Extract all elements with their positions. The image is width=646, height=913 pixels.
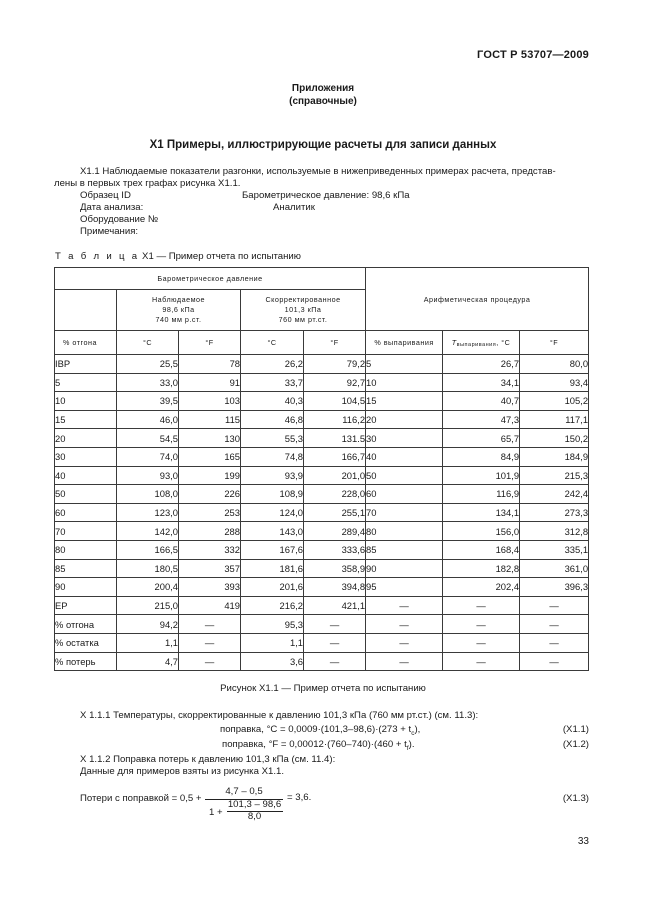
cell-corr-f: 255,1: [304, 503, 366, 522]
cell-arith-f: 93,4: [520, 373, 589, 392]
table-row: [55, 559, 589, 578]
cell-corr-c: 167,6: [241, 540, 304, 559]
cell-corr-f: 333,6: [304, 540, 366, 559]
cell-t-evap-c: 65,7: [443, 429, 520, 448]
cell-distilled: 10: [55, 392, 117, 411]
cell-corr-f: 394,8: [304, 578, 366, 597]
cell-arith-f: 312,8: [520, 522, 589, 541]
cell-t-evap-c: —: [443, 633, 520, 652]
equation-1: [220, 724, 420, 737]
table-row: [55, 633, 589, 652]
cell-corr-f: 166,7: [304, 447, 366, 466]
cell-t-evap-c: 156,0: [443, 522, 520, 541]
cell-distilled: 5: [55, 373, 117, 392]
col-header-evaporated: % выпаривания: [366, 331, 443, 355]
header-corrected: [241, 290, 366, 331]
cell-obs-f: 332: [179, 540, 241, 559]
cell-obs-c: 54,5: [117, 429, 179, 448]
table-row: [55, 410, 589, 429]
cell-obs-c: 200,4: [117, 578, 179, 597]
header-observed-mm: 740 мм р.ст.: [155, 315, 202, 324]
cell-obs-f: 199: [179, 466, 241, 485]
cell-arith-f: 117,1: [520, 410, 589, 429]
page-number: 33: [577, 836, 589, 847]
cell-arith-f: 242,4: [520, 485, 589, 504]
cell-corr-c: 3,6: [241, 652, 304, 671]
cell-distilled: 70: [55, 522, 117, 541]
cell-corr-c: 74,8: [241, 447, 304, 466]
cell-corr-f: 116,2: [304, 410, 366, 429]
cell-arith-f: 396,3: [520, 578, 589, 597]
cell-t-evap-c: 168,4: [443, 540, 520, 559]
cell-obs-f: 130: [179, 429, 241, 448]
table-row: [55, 373, 589, 392]
cell-corr-c: 95,3: [241, 615, 304, 634]
cell-corr-c: 55,3: [241, 429, 304, 448]
cell-corr-c: 40,3: [241, 392, 304, 411]
cell-evaporated: 85: [366, 540, 443, 559]
cell-obs-f: 91: [179, 373, 241, 392]
cell-corr-f: 289,4: [304, 522, 366, 541]
cell-distilled: % отгона: [55, 615, 117, 634]
cell-corr-c: 201,6: [241, 578, 304, 597]
fraction-one-plus: 1 +: [209, 807, 223, 818]
calc-paragraph-1: Х 1.1.1 Температуры, скорректированные к давлению 101,3 кПа (760 мм рт.ст.) (см. 11.3):: [80, 710, 479, 721]
cell-obs-f: 165: [179, 447, 241, 466]
cell-corr-c: 108,9: [241, 485, 304, 504]
header-corrected-kpa: 101,3 кПа: [284, 305, 322, 314]
cell-evaporated: 60: [366, 485, 443, 504]
cell-t-evap-c: 116,9: [443, 485, 520, 504]
cell-distilled: 15: [55, 410, 117, 429]
equation-2-text: поправка, °F = 0,00012·(760–740)·(460 + t: [222, 739, 407, 750]
cell-corr-f: 92,7: [304, 373, 366, 392]
table-row: [55, 485, 589, 504]
cell-distilled: 80: [55, 540, 117, 559]
cell-evaporated: —: [366, 596, 443, 615]
cell-corr-f: —: [304, 652, 366, 671]
t-subscript: выпаривания: [456, 341, 497, 348]
cell-obs-c: 123,0: [117, 503, 179, 522]
cell-evaporated: 95: [366, 578, 443, 597]
cell-evaporated: —: [366, 633, 443, 652]
equation-1-text: поправка, °С = 0,0009·(101,3–98,6)·(273 + t: [220, 724, 412, 735]
cell-corr-c: 216,2: [241, 596, 304, 615]
cell-obs-f: 115: [179, 410, 241, 429]
cell-corr-f: 131.5: [304, 429, 366, 448]
cell-t-evap-c: 101,9: [443, 466, 520, 485]
fraction-numerator: 4,7 – 0,5: [225, 786, 263, 797]
equation-2-end: ).: [408, 739, 415, 750]
equation-2-sub: f: [406, 744, 409, 752]
table-row: [55, 355, 589, 374]
equation-3-number: (Х1.3): [562, 793, 589, 804]
cell-corr-c: 1,1: [241, 633, 304, 652]
cell-evaporated: —: [366, 615, 443, 634]
loss-result: = 3,6.: [287, 792, 312, 803]
cell-corr-f: 228,0: [304, 485, 366, 504]
cell-corr-f: —: [304, 633, 366, 652]
cell-corr-c: 26,2: [241, 355, 304, 374]
cell-corr-c: 124,0: [241, 503, 304, 522]
sample-id-label: Образец ID: [80, 190, 131, 201]
cell-arith-f: 273,3: [520, 503, 589, 522]
header-barometric-pressure: Барометрическое давление: [55, 268, 366, 290]
cell-obs-c: 39,5: [117, 392, 179, 411]
table-row: [55, 540, 589, 559]
header-corrected-mm: 760 мм рт.ст.: [278, 315, 328, 324]
cell-obs-f: 357: [179, 559, 241, 578]
cell-obs-c: 142,0: [117, 522, 179, 541]
cell-evaporated: 20: [366, 410, 443, 429]
pressure-label: Барометрическое давление: 98,6 кПа: [242, 190, 410, 201]
cell-arith-f: 150,2: [520, 429, 589, 448]
cell-evaporated: 40: [366, 447, 443, 466]
cell-arith-f: —: [520, 596, 589, 615]
cell-t-evap-c: 34,1: [443, 373, 520, 392]
cell-evaporated: 80: [366, 522, 443, 541]
header-observed-title: Наблюдаемое: [151, 295, 206, 304]
cell-corr-f: 104,5: [304, 392, 366, 411]
cell-obs-f: 103: [179, 392, 241, 411]
cell-arith-f: 105,2: [520, 392, 589, 411]
col-header-distilled: % отгона: [55, 331, 117, 355]
document-header: ГОСТ Р 53707—2009: [477, 49, 589, 61]
cell-corr-f: —: [304, 615, 366, 634]
cell-distilled: 90: [55, 578, 117, 597]
cell-evaporated: 5: [366, 355, 443, 374]
cell-corr-c: 181,6: [241, 559, 304, 578]
cell-obs-c: 166,5: [117, 540, 179, 559]
cell-obs-c: 93,0: [117, 466, 179, 485]
table-row: [55, 429, 589, 448]
cell-arith-f: 335,1: [520, 540, 589, 559]
intro-line-2: лены в первых трех графах рисунка Х1.1.: [54, 178, 241, 189]
table-row: [55, 652, 589, 671]
cell-obs-c: 4,7: [117, 652, 179, 671]
table-caption-prefix: Т а б л и ц а: [55, 251, 140, 262]
cell-t-evap-c: 202,4: [443, 578, 520, 597]
cell-corr-f: 201,0: [304, 466, 366, 485]
cell-obs-f: 419: [179, 596, 241, 615]
col-header-obs-c: °С: [117, 331, 179, 355]
table-caption: [55, 251, 301, 262]
header-observed: [117, 290, 241, 331]
equipment-label: Оборудование №: [80, 214, 159, 225]
cell-obs-f: 288: [179, 522, 241, 541]
cell-t-evap-c: —: [443, 652, 520, 671]
col-header-t-evap-c: Tвыпаривания, °С: [443, 331, 520, 355]
equation-1-sub: с: [411, 729, 415, 737]
cell-evaporated: 50: [366, 466, 443, 485]
test-report-table: [54, 267, 589, 671]
cell-obs-c: 180,5: [117, 559, 179, 578]
cell-obs-c: 25,5: [117, 355, 179, 374]
cell-corr-c: 143,0: [241, 522, 304, 541]
cell-corr-c: 33,7: [241, 373, 304, 392]
cell-distilled: 30: [55, 447, 117, 466]
cell-corr-f: 421,1: [304, 596, 366, 615]
t-unit: °С: [501, 337, 511, 347]
cell-arith-f: —: [520, 615, 589, 634]
cell-distilled: % остатка: [55, 633, 117, 652]
cell-corr-c: 46,8: [241, 410, 304, 429]
cell-distilled: 40: [55, 466, 117, 485]
table-row: [55, 447, 589, 466]
intro-line-1: Х1.1 Наблюдаемые показатели разгонки, используемые в нижеприведенных примерах расчета, представ-: [80, 166, 556, 177]
cell-evaporated: 70: [366, 503, 443, 522]
cell-obs-c: 108,0: [117, 485, 179, 504]
fraction-inner-denominator: 8,0: [247, 811, 262, 822]
header-corrected-title: Скорректированное: [265, 295, 341, 304]
table-row: [55, 578, 589, 597]
header-arithmetic-procedure: Арифметическая процедура: [366, 268, 589, 331]
cell-distilled: % потерь: [55, 652, 117, 671]
col-header-obs-f: °F: [179, 331, 241, 355]
cell-obs-f: 393: [179, 578, 241, 597]
table-row: [55, 596, 589, 615]
cell-evaporated: —: [366, 652, 443, 671]
table-body: [55, 355, 589, 671]
col-header-corr-c: °С: [241, 331, 304, 355]
appendix-heading: [0, 82, 646, 108]
cell-arith-f: 361,0: [520, 559, 589, 578]
section-title: Х1 Примеры, иллюстрирующие расчеты для записи данных: [149, 139, 497, 151]
table-row: [55, 522, 589, 541]
cell-obs-f: 78: [179, 355, 241, 374]
table-row: [55, 503, 589, 522]
cell-distilled: 20: [55, 429, 117, 448]
equation-1-end: ),: [414, 724, 421, 735]
cell-t-evap-c: —: [443, 596, 520, 615]
cell-t-evap-c: 84,9: [443, 447, 520, 466]
cell-t-evap-c: 26,7: [443, 355, 520, 374]
cell-arith-f: 215,3: [520, 466, 589, 485]
equation-1-number: (Х1.1): [562, 724, 589, 735]
cell-obs-c: 1,1: [117, 633, 179, 652]
cell-t-evap-c: —: [443, 615, 520, 634]
cell-arith-f: —: [520, 652, 589, 671]
col-header-arith-f: °F: [520, 331, 589, 355]
cell-obs-c: 33,0: [117, 373, 179, 392]
cell-distilled: 50: [55, 485, 117, 504]
col-header-corr-f: °F: [304, 331, 366, 355]
cell-distilled: EP: [55, 596, 117, 615]
appendix-title: Приложения: [291, 83, 355, 94]
cell-distilled: 60: [55, 503, 117, 522]
cell-obs-f: 253: [179, 503, 241, 522]
fraction-inner-numerator: 101,3 – 98,6: [227, 799, 282, 810]
cell-obs-c: 74,0: [117, 447, 179, 466]
cell-t-evap-c: 47,3: [443, 410, 520, 429]
calc-paragraph-3: Данные для примеров взяты из рисунка Х1.1.: [80, 766, 284, 777]
t-symbol: T: [451, 337, 457, 347]
cell-corr-c: 93,9: [241, 466, 304, 485]
cell-corr-f: 79,2: [304, 355, 366, 374]
cell-evaporated: 15: [366, 392, 443, 411]
date-label: Дата анализа:: [80, 202, 144, 213]
table-caption-text: Х1 — Пример отчета по испытанию: [139, 251, 301, 262]
cell-evaporated: 30: [366, 429, 443, 448]
header-observed-kpa: 98,6 кПа: [162, 305, 195, 314]
cell-obs-f: 226: [179, 485, 241, 504]
cell-obs-c: 94,2: [117, 615, 179, 634]
appendix-subtitle: (справочные): [289, 96, 357, 107]
cell-t-evap-c: 40,7: [443, 392, 520, 411]
cell-evaporated: 10: [366, 373, 443, 392]
cell-arith-f: 80,0: [520, 355, 589, 374]
table-row: [55, 392, 589, 411]
figure-caption: Рисунок Х1.1 — Пример отчета по испытанию: [220, 683, 426, 694]
cell-t-evap-c: 134,1: [443, 503, 520, 522]
cell-obs-f: —: [179, 615, 241, 634]
cell-arith-f: 184,9: [520, 447, 589, 466]
equation-2: [222, 739, 415, 752]
cell-obs-f: —: [179, 633, 241, 652]
analyst-label: Аналитик: [273, 202, 315, 213]
loss-label: Потери с поправкой = 0,5 +: [80, 793, 202, 804]
calc-paragraph-2: Х 1.1.2 Поправка потерь к давлению 101,3 кПа (см. 11.4):: [80, 754, 336, 765]
cell-obs-f: —: [179, 652, 241, 671]
equation-2-number: (Х1.2): [562, 739, 589, 750]
cell-t-evap-c: 182,8: [443, 559, 520, 578]
table-row: [55, 466, 589, 485]
cell-distilled: IBP: [55, 355, 117, 374]
cell-corr-f: 358,9: [304, 559, 366, 578]
cell-obs-c: 215,0: [117, 596, 179, 615]
table-row: [55, 615, 589, 634]
cell-obs-c: 46,0: [117, 410, 179, 429]
cell-distilled: 85: [55, 559, 117, 578]
cell-arith-f: —: [520, 633, 589, 652]
cell-evaporated: 90: [366, 559, 443, 578]
notes-label: Примечания:: [80, 226, 139, 237]
header-empty: [55, 290, 117, 331]
